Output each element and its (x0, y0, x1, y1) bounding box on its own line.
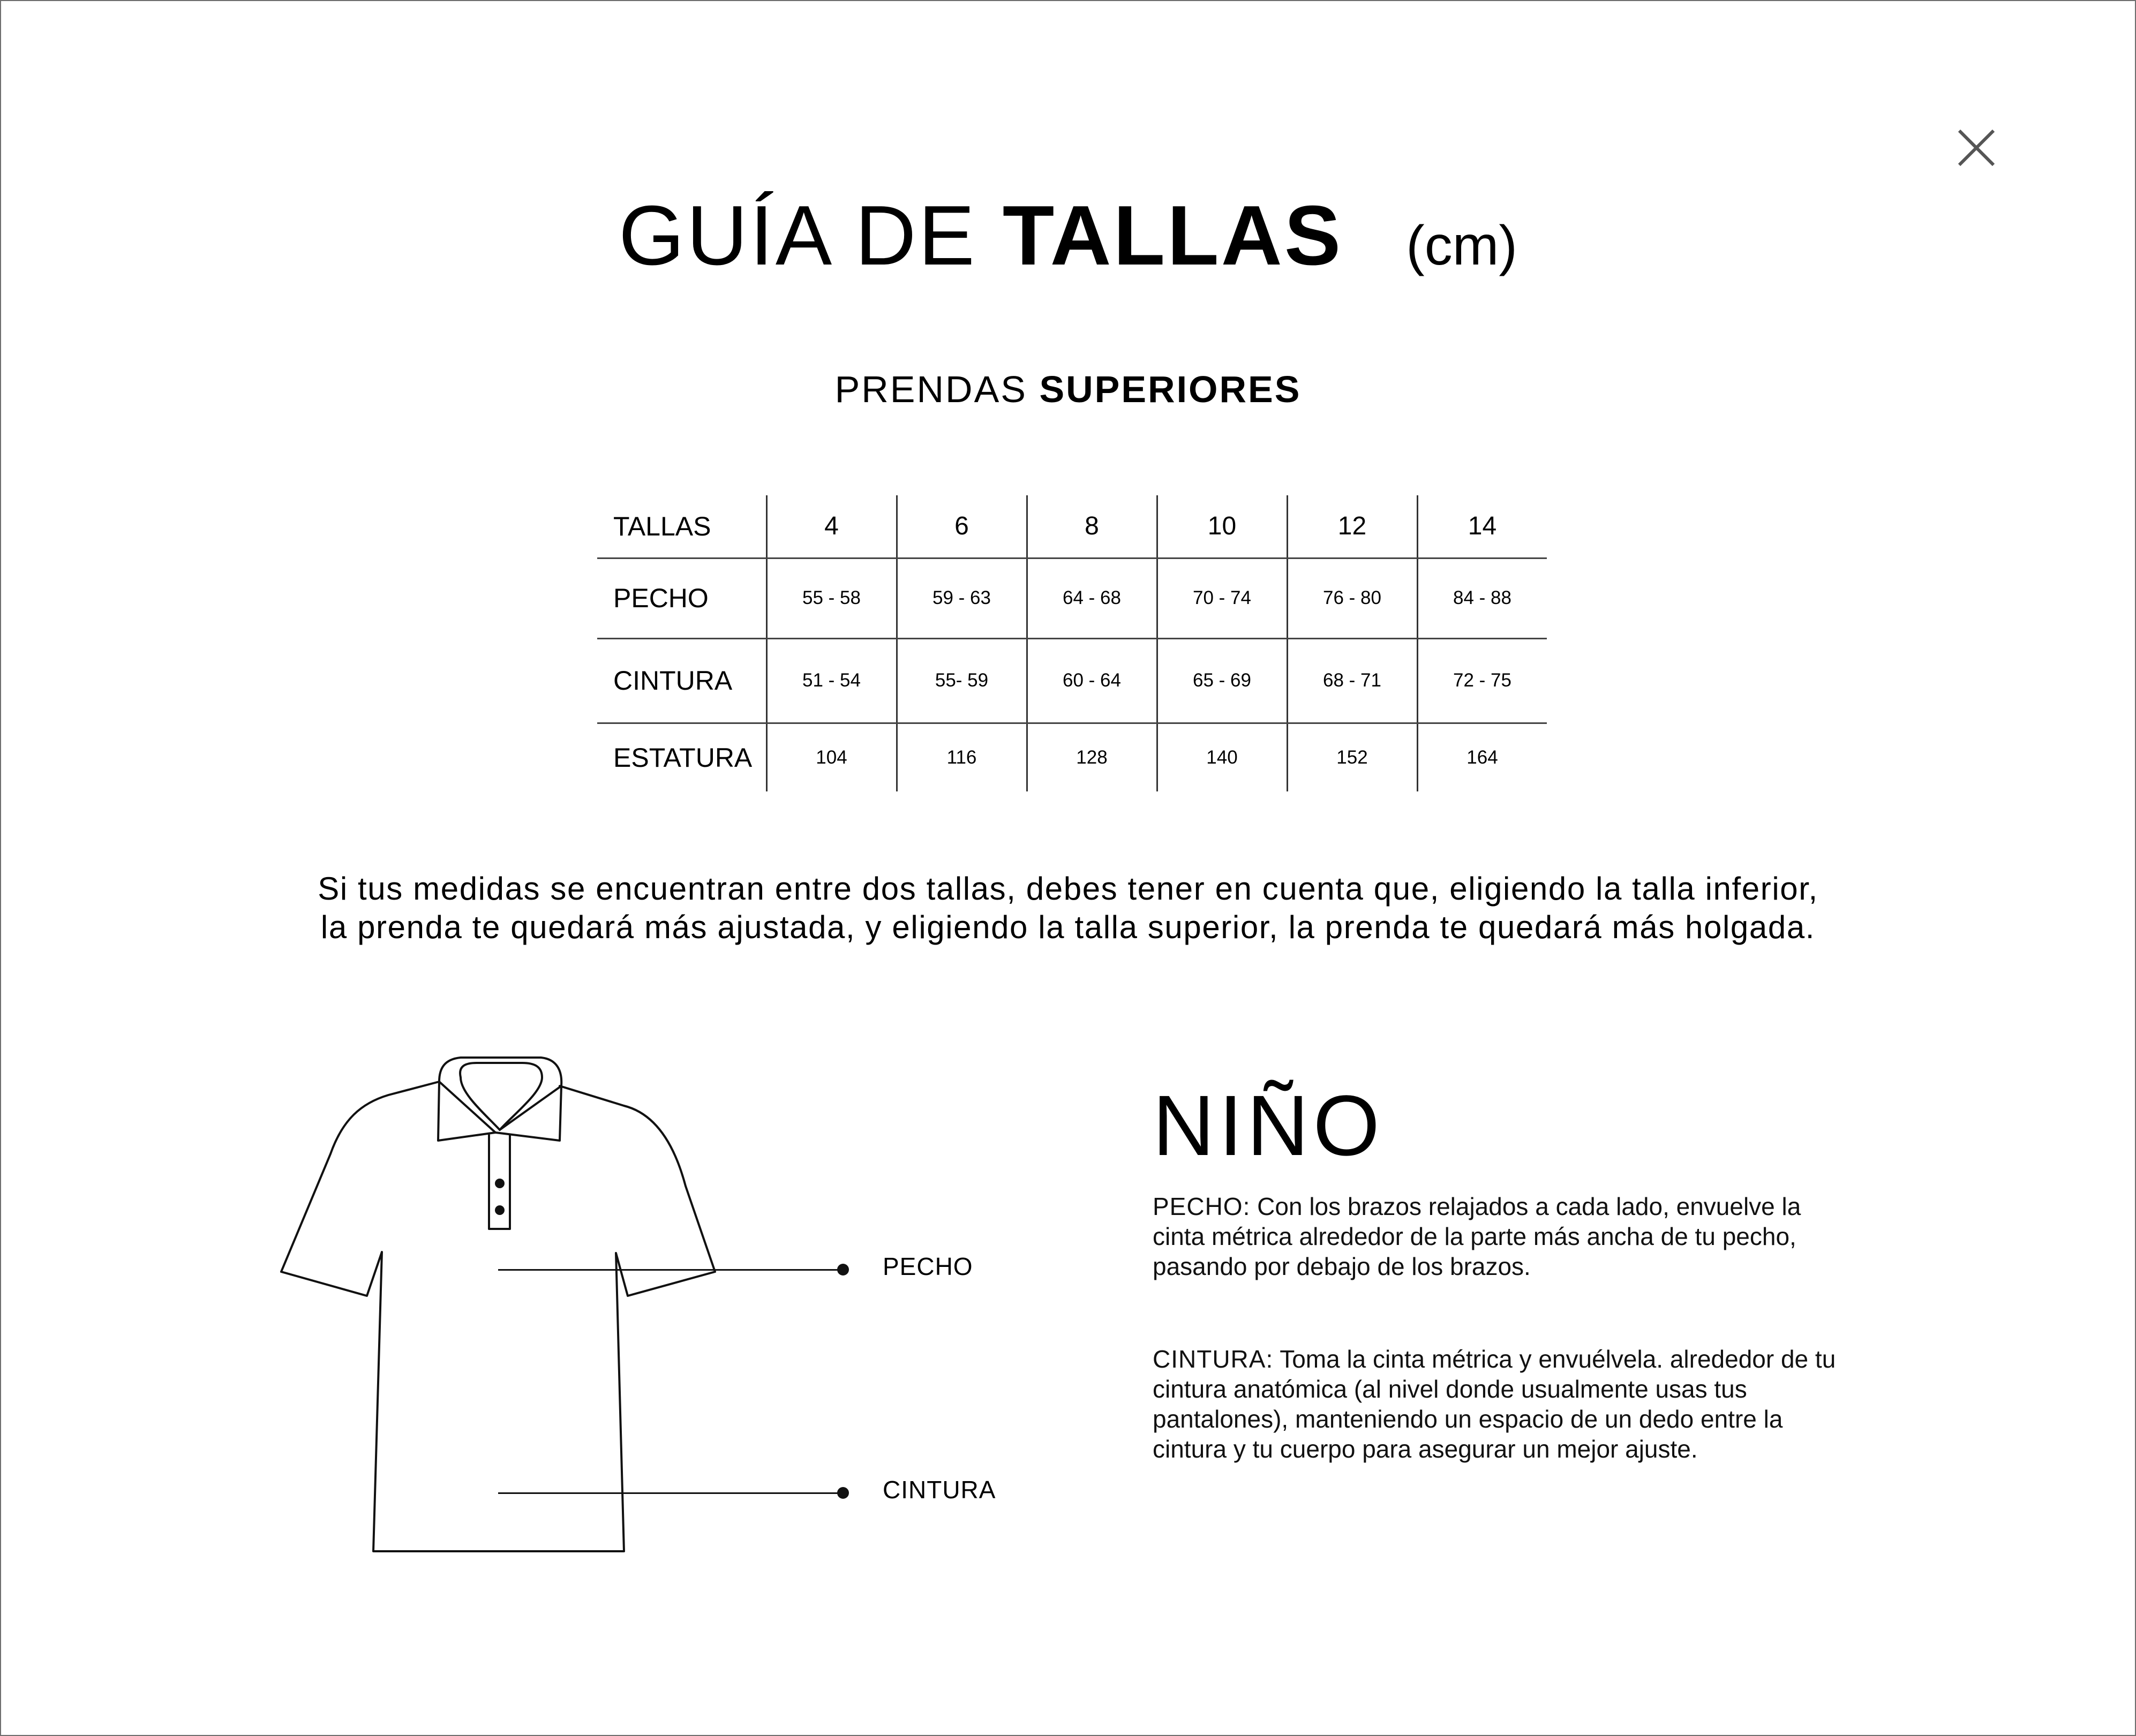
title-part-1: GUÍA DE (618, 188, 977, 283)
table-cell: 68 - 71 (1287, 638, 1417, 723)
table-cell: 116 (897, 723, 1027, 791)
waist-instructions-text: cintura anatómica (al nivel donde usualmente usas tus (1153, 1375, 1747, 1403)
waist-instructions-text: cintura y tu cuerpo para asegurar un mejor ajuste. (1153, 1435, 1698, 1463)
table-cell: 51 - 54 (766, 638, 897, 723)
chest-measure-dot (837, 1264, 849, 1275)
waist-measure-line (498, 1492, 841, 1494)
table-cell: 128 (1027, 723, 1157, 791)
table-cell: 55- 59 (897, 638, 1027, 723)
table-cell: 84 - 88 (1417, 558, 1547, 638)
table-cell: 164 (1417, 723, 1547, 791)
page-title (0, 182, 2136, 299)
chest-instructions-label: PECHO: (1153, 1192, 1251, 1220)
table-cell: 72 - 75 (1417, 638, 1547, 723)
size-table (597, 495, 1547, 791)
size-column-header: 10 (1157, 495, 1287, 558)
waist-instructions-label: CINTURA: (1153, 1345, 1274, 1373)
waist-measure-label: CINTURA (883, 1476, 996, 1504)
chest-instructions (1153, 1191, 1881, 1281)
size-note-line-2: la prenda te quedará más ajustada, y eligiendo la talla superior, la prenda te quedará más holgada. (320, 909, 1816, 945)
chest-instructions-text: cinta métrica alrededor de la parte más ancha de tu pecho, (1153, 1222, 1796, 1250)
table-cell: 55 - 58 (766, 558, 897, 638)
size-column-header: 14 (1417, 495, 1547, 558)
waist-instructions-text: pantalones), manteniendo un espacio de un dedo entre la (1153, 1405, 1783, 1433)
table-cell: 65 - 69 (1157, 638, 1287, 723)
title-unit: (cm) (1406, 215, 1518, 277)
table-header-row (597, 495, 1547, 558)
subtitle-part-1: PRENDAS (834, 368, 1027, 410)
chest-instructions-text: Con los brazos relajados a cada lado, envuelve la (1257, 1192, 1801, 1220)
waist-instructions (1153, 1344, 1881, 1464)
table-cell: 76 - 80 (1287, 558, 1417, 638)
table-row (597, 558, 1547, 638)
close-button[interactable] (1956, 127, 1997, 168)
polo-shirt-icon (279, 1055, 718, 1558)
table-cell: 59 - 63 (897, 558, 1027, 638)
size-column-header: 8 (1027, 495, 1157, 558)
table-cell: 104 (766, 723, 897, 791)
table-row (597, 723, 1547, 791)
section-subtitle (0, 365, 2136, 413)
waist-measure-dot (837, 1487, 849, 1499)
row-label: ESTATURA (613, 742, 753, 773)
table-cell: 70 - 74 (1157, 558, 1287, 638)
table-header-label: TALLAS (597, 495, 766, 558)
chest-measure-line (498, 1269, 841, 1271)
table-cell: 140 (1157, 723, 1287, 791)
size-column-header: 6 (897, 495, 1027, 558)
row-label: CINTURA (597, 638, 766, 723)
size-column-header: 12 (1287, 495, 1417, 558)
size-note-line-1: Si tus medidas se encuentran entre dos tallas, debes tener en cuenta que, eligiendo la talla inferior, (318, 871, 1818, 907)
chest-measure-label: PECHO (883, 1252, 973, 1280)
size-note (0, 870, 2136, 947)
subtitle-part-2: SUPERIORES (1039, 368, 1302, 410)
row-label: PECHO (597, 558, 766, 638)
section-title: NIÑO (1153, 1077, 1384, 1173)
title-part-2: TALLAS (1002, 188, 1343, 283)
table-row (597, 638, 1547, 723)
table-cell: 64 - 68 (1027, 558, 1157, 638)
size-column-header: 4 (766, 495, 897, 558)
close-icon (1956, 127, 1997, 168)
waist-instructions-text: Toma la cinta métrica y envuélvela. alrededor de tu (1280, 1345, 1836, 1373)
chest-instructions-text: pasando por debajo de los brazos. (1153, 1252, 1531, 1280)
table-cell: 152 (1287, 723, 1417, 791)
table-cell: 60 - 64 (1027, 638, 1157, 723)
